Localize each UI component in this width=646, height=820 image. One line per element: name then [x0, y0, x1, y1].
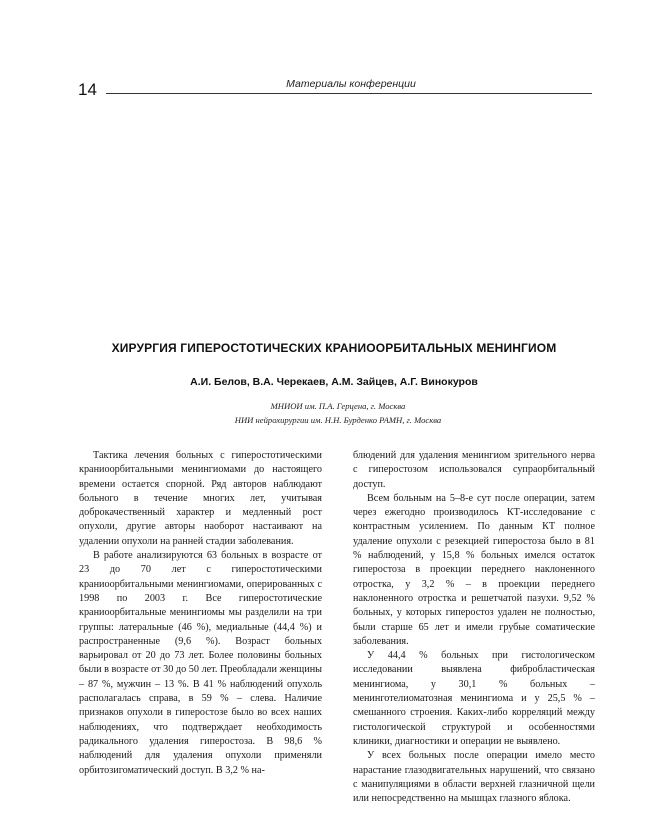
page-number: 14 [78, 80, 97, 99]
body-column-left [79, 449, 322, 789]
body-column-right [353, 449, 595, 805]
paragraph-continued: блюдений для удаления менингиом зрительного нерва с гиперостозом использовался супраорбитальный доступ. [353, 450, 595, 490]
article-authors: А.И. Белов, В.А. Черекаев, А.М. Зайцев, А.Г. Винокуров [190, 376, 478, 388]
paragraph: Тактика лечения больных с гиперостотическими краниоорбитальными менингиомами до настоящего времени остается спорной. Ряд авторов наблюдают больного в течение многих лет, учитывая доброкачественный характер и медленный рост опухоли, другие авторы наоборот настаивают на удалении опухоли на ранней стадии заболевания. [79, 450, 322, 547]
article-title: ХИРУРГИЯ ГИПЕРОСТОТИЧЕСКИХ КРАНИООРБИТАЛЬНЫХ МЕНИНГИОМ [111, 341, 557, 355]
paragraph: У всех больных после операции имело место нарастание глазодвигательных нарушений, что связано с манипуляциями в области верхней глазничной щели или непосредственно на мышцах глазного яблока. [353, 750, 595, 805]
paragraph: В работе анализируются 63 больных в возрасте от 23 до 70 лет с гиперостотическими краниоорбитальными менингиомами, оперированных с 1998 по 2003 г. Все гиперостотические краниоорбитальные менингиомы мы разделили на три группы: латеральные (46 %), медиальные (44,4 %) и распространенные (9,6 %). Возраст больных варьировал от 20 до 73 лет. Более половины больных были в возрасте от 30 до 50 лет. Преобладали женщины – 87 %, мужчин – 13 %. В 41 % наблюдений опухоль располагалась справа, в 59 % – слева. Наличие признаков опухоли в гиперостозе было во всех наших наблюдениях, что подтверждает необходимость радикального удаления гиперостоза. В 98,6 % наблюдений для удаления опухоли применяли орбитозигоматический доступ. В 3,2 % на- [79, 550, 322, 776]
running-header-title: Материалы конференции [286, 78, 416, 90]
paragraph: У 44,4 % больных при гистологическом исследовании выявлена фибробластическая менингиома, у 30,1 % больных – менинготелиоматозная менингиома и у 25,5 % – смешанного строения. Каких-либо корреляций между гистологической структурой и особенностями клиники, диагностики и операции не выявлено. [353, 650, 595, 747]
affiliation-2: НИИ нейрохирургии им. Н.Н. Бурденко РАМН, г. Москва [234, 415, 442, 425]
paragraph: Всем больным на 5–8-е сут после операции, затем через ежегодно производилось КТ-исследование с контрастным усилением. По данным КТ полное удаление опухоли с резекцией гиперостоза было в 81 % наблюдений, у 15,8 % больных имелся остаток гиперостоза в проекции переднего наклоненного отростка, у 3,2 % – в проекции переднего наклоненного отростка и решетчатой пазухи. 9,52 % больных, у которых гиперостоз удален не полностью, были старше 65 лет и имели грубые соматические заболевания. [353, 492, 595, 647]
affiliation-1: МНИОИ им. П.А. Герцена, г. Москва [270, 401, 406, 411]
header-rule [106, 93, 592, 94]
